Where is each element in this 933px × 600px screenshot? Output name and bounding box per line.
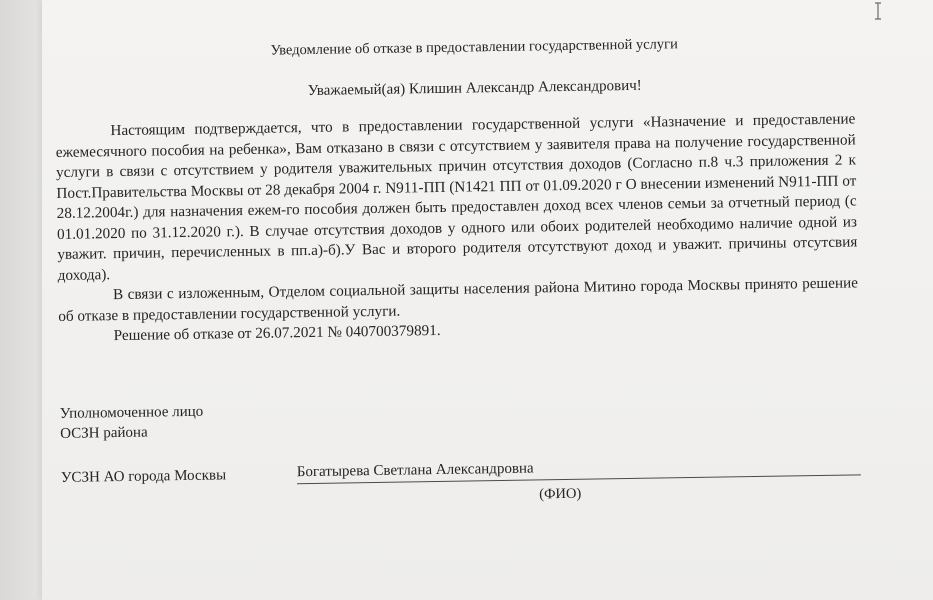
text-cursor-icon — [873, 2, 883, 20]
signer-name-caption: (ФИО) — [539, 485, 582, 502]
document-body — [55, 109, 858, 347]
signature-block — [60, 391, 862, 512]
paragraph-refusal-reason: Настоящим подтверждается, что в предоставлении государственной услуги «Назначение и предоставление ежемесячного пособия на ребенка», Вам отказано в связи с отсутствием у заявителя права на получение государственной услуги в связи с отсутствием у родителя уважительных причин отсутствия доходов (Согласно п.8 ч.3 приложения 2 к Пост.Правительства Москвы от 28 декабря 2004 г. N911-ПП (N1421 ПП от 01.09.2020 г О внесении изменений N911-ПП от 28.12.2004г.) для назначения ежем-го пособия должен быть предоставлен доход всех членов семьи за отчетный период (с 01.01.2020 по 31.12.2020 г.). В случае отсутствия доходов у одного или обоих родителей необходимо наличие одной из уважит. причин, перечисленных в пп.а)-б).У Вас и второго родителя отсутствуют доход и уважит. причины отсутсвия дохода). — [55, 110, 858, 284]
greeting: Уважаемый(ая) Клишин Александр Александрович! — [307, 77, 642, 100]
signer-role-line-1: Уполномоченное лицо — [59, 403, 204, 422]
paragraph-decision-number: Решение об отказе от 26.07.2021 № 040700379891. — [113, 321, 441, 345]
paragraph-decision: В связи с изложенным, Отделом социальной защиты населения района Митино города Москвы принято решение об отказе в предоставлении государственной услуги. — [58, 274, 859, 325]
document-title: Уведомление об отказе в предоставлении государственной услуги — [270, 36, 678, 59]
signer-organization: УСЗН АО города Москвы — [60, 466, 227, 486]
signer-role-line-2: ОСЗН района — [60, 424, 148, 442]
signer-name: Богатырева Светлана Александровна — [297, 453, 861, 484]
notice-document — [54, 27, 861, 511]
